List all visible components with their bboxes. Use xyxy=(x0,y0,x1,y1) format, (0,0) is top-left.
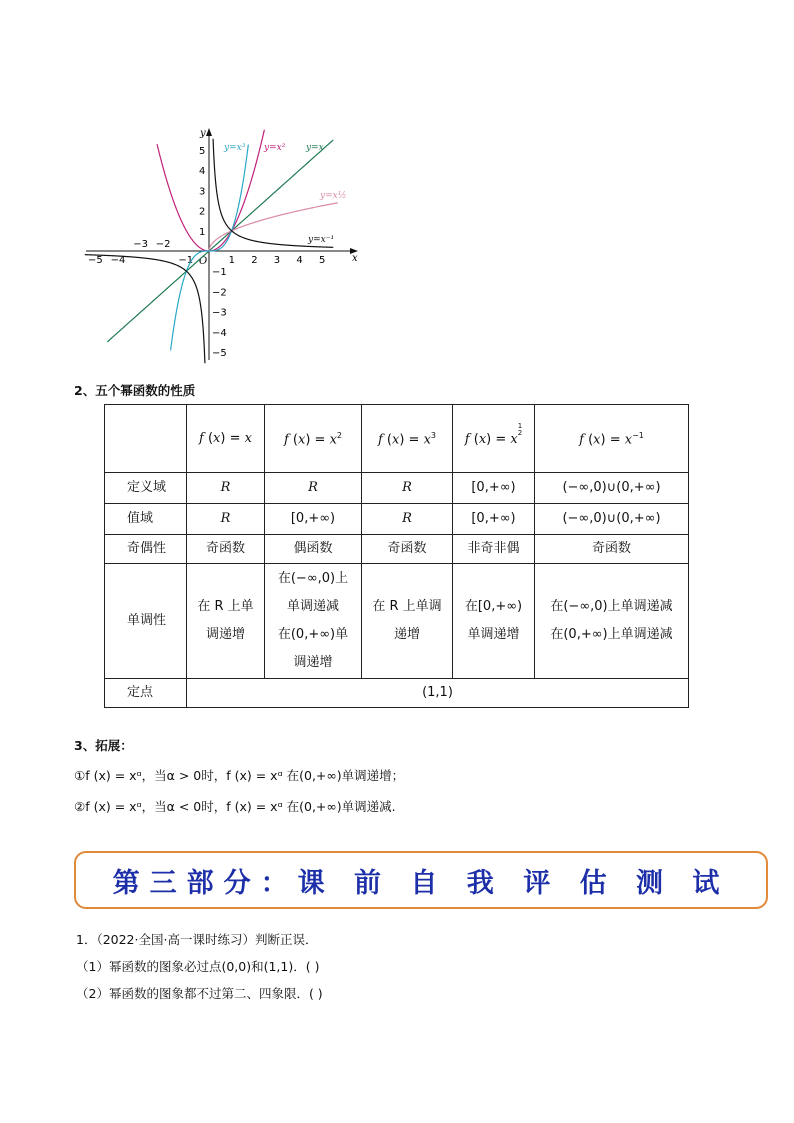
x-axis-label: x xyxy=(352,253,358,264)
cell: [0,+∞) xyxy=(453,504,535,535)
question-1-part-2: （2）幂函数的图象都不过第二、四象限．( ) xyxy=(76,986,323,1001)
question-1: 1．（2022·全国·高一课时练习）判断正误． xyxy=(76,932,318,947)
label-sqrt: y=x½ xyxy=(320,191,347,201)
cell: 非奇非偶 xyxy=(453,535,535,564)
x-tick-label: −4 xyxy=(110,255,126,266)
x-tick-label: −5 xyxy=(88,255,103,266)
header-fx-xhalf: f (x) = x1 2 xyxy=(453,405,535,473)
row-label-monotonicity: 单调性 xyxy=(105,564,187,679)
x-tick-label: 3 xyxy=(273,255,281,266)
cell: [0,+∞) xyxy=(265,504,362,535)
header-fx-x2: f $(x) = x^2$ xyxy=(265,405,362,473)
row-label-fixed-point: 定点 xyxy=(105,679,187,708)
x-tick-label: 1 xyxy=(228,255,235,266)
y-tick-label: −5 xyxy=(212,348,227,359)
question-1-part-1: （1）幂函数的图象必过点(0,0)和(1,1)．( ) xyxy=(76,959,320,974)
power-functions-graph xyxy=(82,124,367,364)
header-fx-x: f (x) = x xyxy=(187,405,265,473)
x-tick-label: −3 xyxy=(133,239,148,250)
cell: 在[0,+∞) 单调递增 xyxy=(453,564,535,679)
x-tick-label: 5 xyxy=(319,255,326,266)
cell: 偶函数 xyxy=(265,535,362,564)
table-row xyxy=(105,473,689,504)
extension-line-1: ①f (x) = xᵅ，当α > 0时，f (x) = xᵅ 在(0,+∞)单调递增； xyxy=(74,768,405,783)
y-tick-label: 2 xyxy=(199,206,206,218)
x-tick-label: 2 xyxy=(251,255,258,266)
row-label-range: 值域 xyxy=(105,504,187,535)
y-tick-label: −1 xyxy=(212,267,227,279)
cell: 奇函数 xyxy=(362,535,453,564)
table-row xyxy=(105,535,689,564)
section-banner xyxy=(74,851,768,909)
cell: R xyxy=(187,473,265,504)
label-square: y=x² xyxy=(264,143,286,153)
cell: 奇函数 xyxy=(535,535,689,564)
y-tick-label: −4 xyxy=(212,327,227,339)
header-fx-x3: f $(x) = x^3$ xyxy=(362,405,453,473)
table-row xyxy=(105,679,689,708)
cell: 奇函数 xyxy=(187,535,265,564)
x-tick-label: 4 xyxy=(296,255,303,266)
cell: R xyxy=(362,504,453,535)
section-3-title: 3、拓展： xyxy=(74,738,133,753)
extension-line-2: ②f (x) = xᵅ，当α < 0时，f (x) = xᵅ 在(0,+∞)单调递减. xyxy=(74,799,396,814)
y-tick-label: 5 xyxy=(199,146,206,157)
label-reciprocal: y=x⁻¹ xyxy=(308,235,335,245)
cell: (−∞,0)∪(0,+∞) xyxy=(535,473,689,504)
label-identity: y=x xyxy=(306,143,324,153)
properties-table xyxy=(104,404,689,708)
cell: R xyxy=(265,473,362,504)
cell: 在(−∞,0)上 单调递减 在(0,+∞)单 调递增 xyxy=(265,564,362,679)
cell: R xyxy=(187,504,265,535)
y-axis-label: y xyxy=(200,128,206,139)
y-tick-label: 4 xyxy=(199,166,206,178)
header-empty xyxy=(105,405,187,473)
cell: [0,+∞) xyxy=(453,473,535,504)
cell: 在 R 上单 调递增 xyxy=(187,564,265,679)
header-fx-xinv: f $(x) = x^{-1}$ xyxy=(535,405,689,473)
x-tick-label: −2 xyxy=(155,239,171,250)
row-label-parity: 奇偶性 xyxy=(105,535,187,564)
label-cube: y=x³ xyxy=(224,143,246,153)
row-label-domain: 定义域 xyxy=(105,473,187,504)
banner-title: 第三部分：课 前 自 我 评 估 测 试 xyxy=(112,867,730,899)
y-tick-label: 1 xyxy=(199,226,206,238)
cell: 在(−∞,0)上单调递减 在(0,+∞)上单调递减 xyxy=(535,564,689,679)
cell: (−∞,0)∪(0,+∞) xyxy=(535,504,689,535)
y-tick-label: −3 xyxy=(212,307,227,319)
table-row xyxy=(105,504,689,535)
section-2-title: 2、五个幂函数的性质 xyxy=(74,383,196,398)
table-header-row xyxy=(105,405,689,473)
x-tick-label: −1 xyxy=(178,255,194,266)
y-tick-label: −2 xyxy=(212,287,227,299)
table-row xyxy=(105,564,689,679)
cell: 在 R 上单调 递增 xyxy=(362,564,453,679)
cell-fixed-point: (1,1) xyxy=(187,679,689,708)
y-axis-arrow xyxy=(206,128,212,136)
cell: R xyxy=(362,473,453,504)
origin-label: O xyxy=(199,256,208,267)
y-tick-label: 3 xyxy=(199,186,206,198)
